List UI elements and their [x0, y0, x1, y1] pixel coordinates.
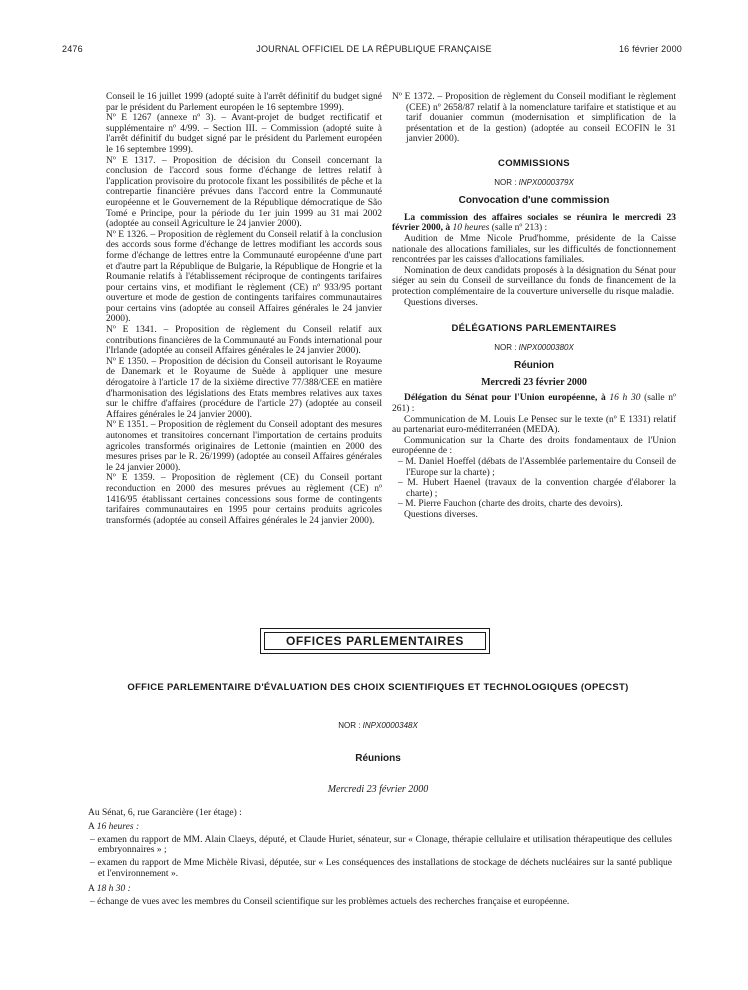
page-number: 2476: [62, 44, 83, 54]
list-item: – examen du rapport de Mme Michèle Rivasi, députée, sur « Les conséquences des installations de stockage de déchets nucléaires sur la santé publique et l'environnement ».: [90, 858, 672, 879]
entry-number: Nº E 1267: [106, 113, 152, 124]
list-item: [392, 92, 676, 145]
list-item: – échange de vues avec les membres du Conseil scientifique sur les problèmes actuels des recherches française et européenne.: [90, 896, 570, 907]
office-nor-block: [84, 721, 672, 732]
delegations-date: Mercredi 23 février 2000: [481, 376, 587, 388]
delegations-communication-charte: Communication sur la Charte des droits fondamentaux de l'Union européenne de :: [392, 435, 676, 457]
entry-number: Nº E 1350.: [106, 356, 149, 367]
delegations-meeting: Délégation du Sénat pour l'Union européenne, à 16 h 30 (salle nº 261) :: [392, 393, 676, 415]
commissions-nomination: Nomination de deux candidats proposés à la désignation du Sénat pour siéger au sein du Conseil de surveillance du fonds de financement de la protection complémentaire de la couverture universelle du risque maladie.: [392, 265, 676, 297]
journal-title: JOURNAL OFFICIEL DE LA RÉPUBLIQUE FRANÇAISE: [256, 44, 492, 54]
entry-text: (annexe nº 3). – Avant-projet de budget rectificatif et supplémentaire nº 4/99. – Section III. – Commission (adopté suite à l'arrêt définitif du budget signé par le président du Parlement européen le 16 septembre 1999).: [106, 113, 383, 155]
commissions-subtitle: Convocation d'une commission: [458, 195, 610, 207]
office-subtitle: Réunions: [355, 753, 401, 764]
office-time-1: A 16 heures :: [88, 821, 140, 832]
commissions-audition: Audition de Mme Nicole Prud'homme, présidente de la Caisse nationale des allocations familiales, sur les difficultés de fonctionnement rencontrées par les caisses d'allocations familiales.: [392, 233, 676, 266]
commissions-title: COMMISSIONS: [498, 157, 570, 169]
delegations-title: DÉLÉGATIONS PARLEMENTAIRES: [451, 323, 617, 335]
list-item: [84, 230, 382, 325]
list-item: – examen du rapport de MM. Alain Claeys, député, et Claude Huriet, sénateur, sur « Clonage, thérapie cellulaire et utilisation thérapeutique des cellules embryonnaires » ;: [90, 834, 672, 856]
page-header: [0, 44, 748, 58]
entry-number: Nº E 1359.: [106, 473, 155, 484]
entry-text: – Proposition de règlement du Conseil relatif à la conclusion des accords sous forme d'échange de lettres modifiant les accords sous forme d'échange de lettres entre la Communauté européenne d'une part et d'autre part la République de Bulgarie, la République de Hongrie et la Roumanie relatifs à l'établissement réciproque de contingents tarifaires pour certains vins, et modifiant le règlement (CE) nº 933/95 portant ouverture et mode de gestion de contingents tarifaires communautaires pour certains vins (adoptée au conseil Affaires générales le 24 janvier 2000).: [106, 229, 383, 325]
commissions-convocation: La commission des affaires sociales se réunira le mercredi 23 février 2000, à 10 heures (salle nº 213) :: [392, 212, 676, 234]
issue-date: 16 février 2000: [618, 44, 682, 54]
office-date: Mercredi 23 février 2000: [327, 784, 429, 795]
entry-number: Nº E 1317.: [106, 155, 156, 166]
list-item: [84, 325, 382, 357]
entry-text: – Proposition de décision du Conseil autorisant le Royaume de Danemark et le Royaume de Suède à appliquer une mesure dérogatoire à l'article 17 de la sixième directive 77/388/CEE en matière d'harmonisation des législations des Etats membres relatives aux taxes sur le chiffre d'affaires (procédure de l'article 27) (adoptée au conseil Affaires générales le 24 janvier 2000).: [106, 356, 382, 420]
offices-box-inner: [264, 632, 486, 650]
list-item: [84, 113, 382, 155]
entry-number: Nº E 1326.: [106, 229, 148, 240]
entry-text: – Proposition de règlement du Conseil adoptant des mesures autonomes et transitoires concernant l'importation de certains produits agricoles transformés originaires de Lettonie (maintien en 2000 des mesures prises par le R. 26/1999) (adoptée au conseil Affaires générales le 24 janvier 2000).: [106, 420, 383, 473]
offices-box-title: OFFICES PARLEMENTAIRES: [285, 634, 465, 648]
office-time-2: A 18 h 30 :: [88, 883, 131, 894]
commissions-questions: Questions diverses.: [404, 297, 478, 308]
office-location: Au Sénat, 6, rue Garancière (1er étage) :: [88, 808, 242, 818]
delegations-subtitle: Réunion: [514, 360, 554, 372]
delegations-nor: NOR : INPX0000380X: [494, 342, 574, 352]
entry-number: Nº E 1351.: [106, 420, 149, 431]
office-full-title: OFFICE PARLEMENTAIRE D'ÉVALUATION DES CHOIX SCIENTIFIQUES ET TECHNOLOGIQUES (OPECST): [127, 682, 629, 693]
continuation-text: Conseil le 16 juillet 1999 (adopté suite à l'arrêt définitif du budget signé par le président du Parlement européen le 16 septembre 1999).: [106, 92, 382, 113]
left-column: [84, 92, 382, 526]
list-item: [84, 473, 382, 526]
entry-number: Nº E 1372.: [392, 92, 435, 102]
office-agenda: [84, 808, 672, 907]
list-item: – M. Hubert Haenel (travaux de la convention chargée d'élaborer la charte) ;: [398, 478, 676, 499]
right-column: [392, 92, 676, 521]
office-title: [84, 683, 672, 694]
entry-text: – Proposition de règlement du Conseil modifiant le règlement (CEE) nº 2658/87 relatif à la nomenclature tarifaire et statistique et au tarif douanier commun (modernisation et simplification de la présentation et de la gestion) (adoptée au conseil ECOFIN le 31 janvier 2000).: [406, 92, 676, 145]
office-nor: NOR : INPX0000348X: [338, 721, 418, 730]
entry-text: – Proposition de règlement du Conseil relatif aux contributions financières de la Communauté au Fonds international pour l'Irlande (adoptée au conseil Affaires générales le 24 janvier 2000).: [106, 325, 383, 357]
entry-text: – Proposition de décision du Conseil concernant la conclusion de l'accord sous forme d'échange de lettres relatif à l'application provisoire du protocole fixant les possibilités de pêche et la contrepartie financière prévues dans l'accord entre la Communauté européenne et le Gouvernement de la République démocratique de São Tomé e Principe, pour la période du 1er juin 1999 au 31 mai 2002 (adoptée au conseil Agriculture le 24 janvier 2000).: [106, 155, 383, 230]
list-item: – M. Daniel Hoeffel (débats de l'Assemblée parlementaire du Conseil de l'Europe sur la charte) ;: [398, 457, 676, 478]
list-item: [84, 156, 382, 230]
list-item: [84, 420, 382, 473]
list-item: – M. Pierre Fauchon (charte des droits, charte des devoirs).: [398, 499, 623, 510]
list-item: [84, 357, 382, 421]
entry-text: – Proposition de règlement (CE) du Conseil portant reconduction en 2000 des mesures prévues au règlement (CE) nº 1416/95 établissant certaines concessions sous forme de contingents tarifaires communautaires en 1995 pour certains produits agricoles transformés (adoptée au conseil Affaires générales le 24 janvier 2000).: [106, 473, 383, 526]
delegations-communication-meda: Communication de M. Louis Le Pensec sur le texte (nº E 1331) relatif au partenariat euro-méditerranéen (MEDA).: [392, 414, 676, 436]
delegations-questions: Questions diverses.: [404, 510, 478, 520]
offices-box: [260, 628, 490, 654]
commissions-nor: NOR : INPX0000379X: [494, 177, 574, 187]
office-date-block: [84, 785, 672, 796]
entry-number: Nº E 1341.: [106, 325, 157, 336]
office-subtitle-block: [84, 754, 672, 765]
